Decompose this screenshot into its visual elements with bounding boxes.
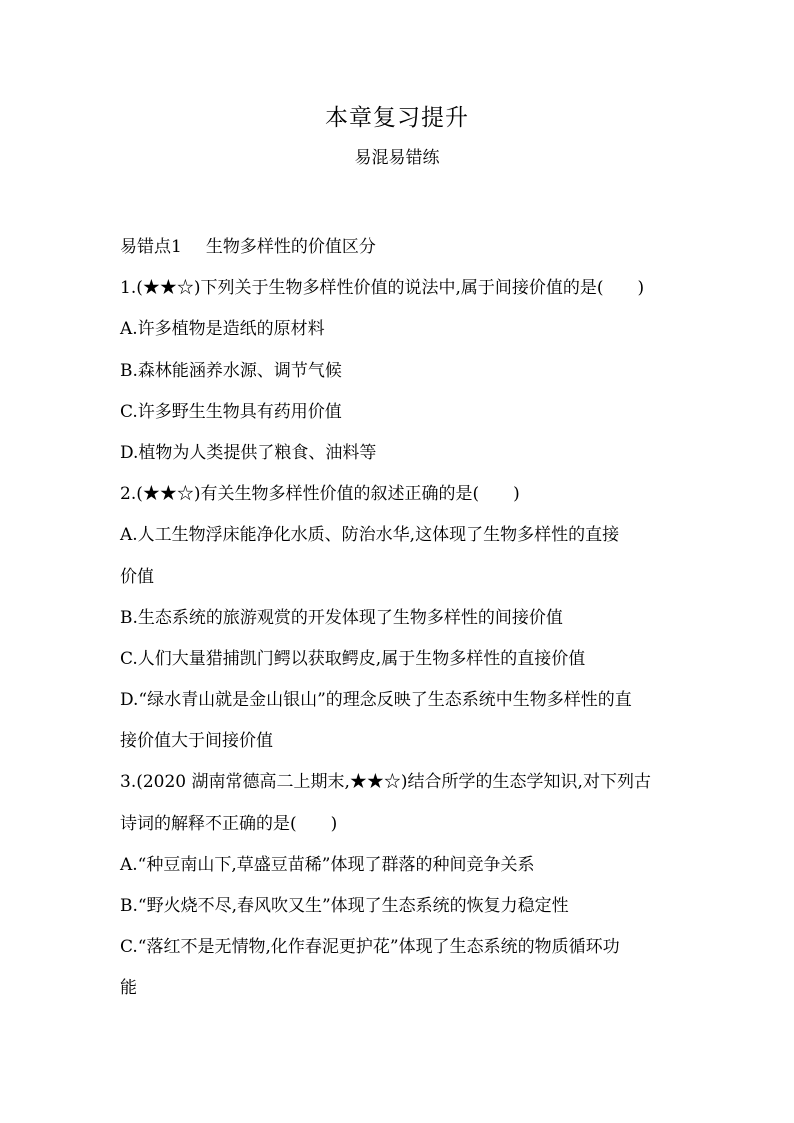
- question-2-option-a: A.人工生物浮床能净化水质、防治水华,这体现了生物多样性的直接: [120, 525, 620, 546]
- question-2-option-d-cont: 接价值大于间接价值: [120, 731, 273, 752]
- question-3-stem-cont: 诗词的解释不正确的是( ): [120, 813, 338, 834]
- question-3-stem: 3.(2020 湖南常德高二上期末,★★☆)结合所学的生态学知识,对下列古: [120, 772, 651, 793]
- question-1-option-d: D.植物为人类提供了粮食、油料等: [120, 442, 377, 463]
- page-title: 本章复习提升: [325, 105, 469, 131]
- question-3-option-a: A.“种豆南山下,草盛豆苗稀”体现了群落的种间竞争关系: [120, 854, 535, 875]
- question-2-option-a-cont: 价值: [120, 566, 154, 587]
- document-body: [120, 227, 680, 1010]
- question-1-option-a: A.许多植物是造纸的原材料: [120, 319, 325, 340]
- question-3-option-c: C.“落红不是无情物,化作春泥更护花”体现了生态系统的物质循环功: [120, 937, 620, 958]
- question-2-option-d: D.“绿水青山就是金山银山”的理念反映了生态系统中生物多样性的直: [120, 690, 632, 711]
- question-1-stem: 1.(★★☆)下列关于生物多样性价值的说法中,属于间接价值的是( ): [120, 278, 645, 299]
- question-2-option-c: C.人们大量猎捕凯门鳄以获取鳄皮,属于生物多样性的直接价值: [120, 648, 586, 669]
- question-1-option-c: C.许多野生生物具有药用价值: [120, 401, 342, 422]
- question-3-option-c-cont: 能: [120, 978, 137, 999]
- section-name: 生物多样性的价值区分: [205, 237, 376, 257]
- question-2-stem: 2.(★★☆)有关生物多样性价值的叙述正确的是( ): [120, 484, 520, 505]
- page-subtitle: 易混易错练: [354, 148, 440, 168]
- section-heading: [120, 227, 680, 268]
- question-2-option-b: B.生态系统的旅游观赏的开发体现了生物多样性的间接价值: [120, 607, 563, 628]
- question-3-option-b: B.“野火烧不尽,春风吹又生”体现了生态系统的恢复力稳定性: [120, 896, 569, 916]
- section-label: 易错点1: [120, 237, 182, 257]
- question-1-option-b: B.森林能涵养水源、调节气候: [120, 360, 342, 381]
